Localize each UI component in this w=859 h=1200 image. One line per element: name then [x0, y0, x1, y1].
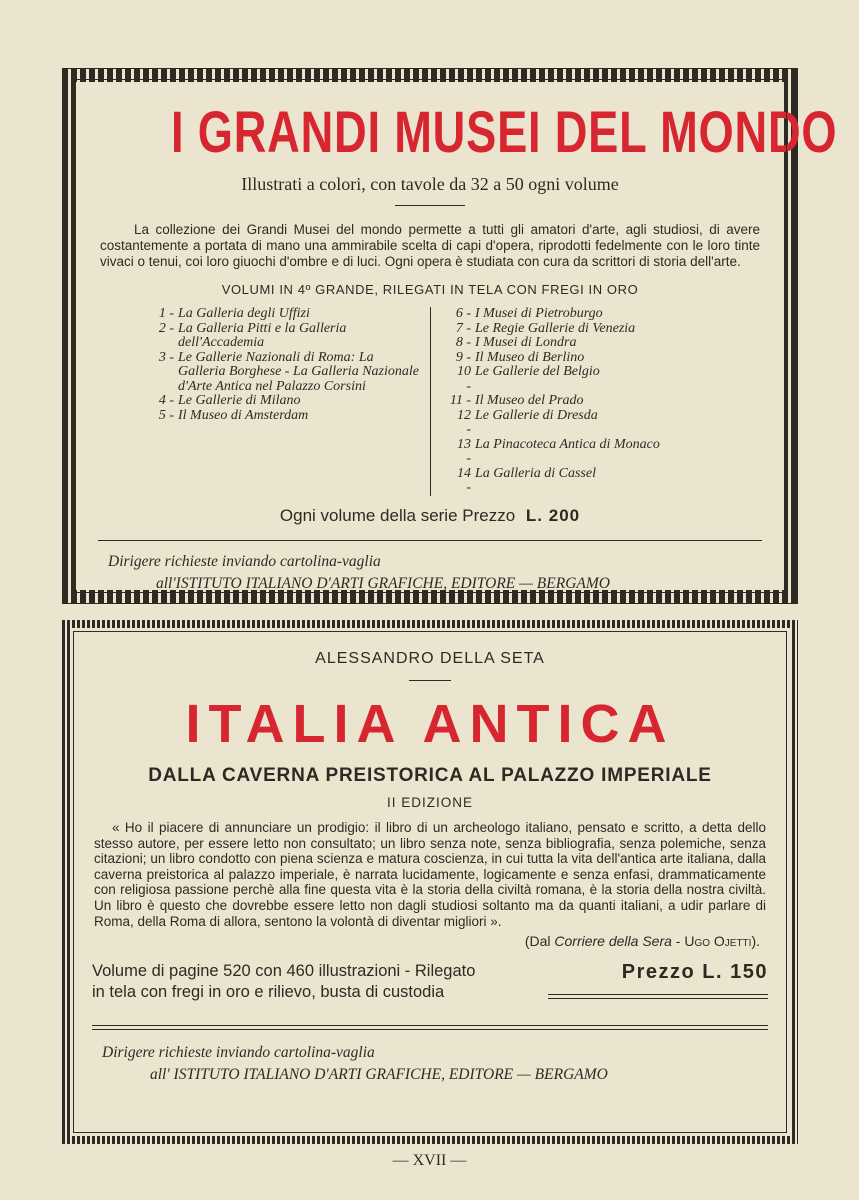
order-line: all'ISTITUTO ITALIANO D'ARTI GRAFICHE, EDITORE — BERGAMO	[156, 574, 610, 592]
volume-item	[449, 438, 660, 467]
volume-number: 7 -	[455, 320, 471, 336]
musei-order-info	[108, 551, 762, 595]
volumes-list	[152, 307, 762, 496]
volume-title: La Galleria degli Uffizi	[178, 306, 310, 321]
source-publication: Corriere della Sera	[554, 933, 672, 950]
volume-title: I Musei di Londra	[475, 335, 577, 350]
volume-item	[449, 365, 660, 394]
italia-antica-advertisement	[62, 620, 798, 1144]
book-order-info	[102, 1042, 768, 1086]
volume-item	[152, 409, 420, 424]
volume-title: La Galleria di Cassel	[475, 465, 596, 481]
divider	[409, 680, 451, 681]
divider	[92, 1029, 768, 1030]
volume-title: I Musei di Pietroburgo	[475, 306, 603, 321]
book-subtitle: DALLA CAVERNA PREISTORICA AL PALAZZO IMPERIALE	[148, 765, 712, 786]
book-details	[92, 961, 768, 1003]
volume-title: Le Gallerie del Belgio	[475, 364, 600, 379]
volume-number: 2 -	[158, 320, 174, 336]
volume-item	[152, 351, 420, 395]
volume-title: Le Regie Gallerie di Venezia	[475, 320, 636, 336]
musei-intro: La collezione dei Grandi Musei del mondo permette a tutti gli amatori d'arte, agli studiosi, di avere costantemente a portata di mano una ammirabile scelta di capi d'opera, riprodotti fedelmente con le loro tinte vivaci o tenui, coi loro giuochi d'ombre e di luci. Ogni opera è studiata con cura da scrittori di storia dell'arte.	[100, 222, 760, 269]
review-quote: « Ho il piacere di annunciare un prodigio: il libro di un archeologo italiano, pensato e scritto, a detta dello stesso autore, per essere letto non consultato; un libro senza note, senza bibliografia, senza polemiche, senza citazioni; un libro condotto con piena scienza e matura coscienza, in cui tutta la vita dell'antica arte italiana, dalla caverna preistorica al palazzo imperiale, è narrata lucidamente, logicamente e senza enfasi, drammaticamente con religiosa passione perchè alla fine questa vita è la storia della civiltà romana, è la storia della nostra civiltà. Un libro è questo che dovrebbe essere letto non dagli studiosi soltanto ma da quanti italiani, a udir parlare di Roma, della Roma di allora, sentono la volontà di diventar migliori ».	[94, 820, 766, 929]
source-prefix: (Dal	[524, 933, 551, 950]
volume-item	[449, 351, 660, 366]
book-description	[92, 961, 548, 1003]
volume-title: Il Museo del Prado	[475, 393, 584, 408]
volume-title: Le Gallerie di Milano	[178, 393, 301, 408]
musei-advertisement	[62, 68, 838, 604]
book-price-block	[548, 961, 768, 1003]
volume-item	[152, 322, 420, 351]
divider	[395, 205, 465, 206]
musei-subtitle: Illustrati a colori, con tavole da 32 a 50 ogni volume	[241, 174, 619, 194]
volumes-left-column	[152, 307, 431, 496]
volume-number: 4 -	[158, 393, 174, 408]
volume-item	[449, 409, 660, 438]
volume-item	[449, 394, 660, 409]
order-line: Dirigere richieste inviando cartolina-vaglia	[102, 1044, 375, 1062]
volume-number: 11 -	[449, 393, 471, 408]
description-line: Volume di pagine 520 con 460 illustrazioni - Rilegato	[92, 962, 476, 981]
musei-price-label: Ogni volume della serie Prezzo	[279, 505, 516, 525]
page-number: — XVII —	[392, 1152, 467, 1169]
book-price: Prezzo L. 150	[621, 961, 768, 984]
order-line: all' ISTITUTO ITALIANO D'ARTI GRAFICHE, EDITORE — BERGAMO	[150, 1066, 608, 1084]
volume-number: 13 -	[457, 436, 471, 466]
volume-title: Il Museo di Berlino	[475, 349, 585, 365]
musei-price	[98, 506, 762, 526]
volume-number: 14 -	[457, 465, 471, 495]
volumes-heading: VOLUMI IN 4º GRANDE, RILEGATI IN TELA CON FREGI IN ORO	[221, 282, 639, 297]
volume-number: 8 -	[455, 335, 471, 350]
musei-title: I GRANDI MUSEI DEL MONDO	[171, 100, 838, 165]
divider	[98, 540, 762, 541]
volume-number: 9 -	[455, 349, 471, 365]
book-author: ALESSANDRO DELLA SETA	[315, 650, 545, 667]
divider	[92, 1025, 768, 1026]
volume-number: 6 -	[455, 306, 471, 321]
musei-price-value: L. 200	[525, 505, 581, 525]
volume-title: Il Museo di Amsterdam	[178, 407, 309, 423]
double-rule	[548, 994, 768, 999]
volume-title: Le Gallerie di Dresda	[475, 407, 598, 423]
volume-title: La Pinacoteca Antica di Monaco	[475, 436, 660, 452]
volume-item	[152, 307, 420, 322]
volume-title: Le Gallerie Nazionali di Roma: La Galleria Borghese - La Galleria Nazionale d'Arte Antica nel Palazzo Corsini	[178, 349, 419, 394]
volume-item	[449, 467, 660, 496]
volume-item	[449, 336, 660, 351]
volume-number: 1 -	[158, 306, 174, 321]
review-source	[92, 933, 760, 949]
volume-item	[449, 322, 660, 337]
order-line: Dirigere richieste inviando cartolina-vaglia	[108, 552, 381, 570]
volumes-right-column	[431, 307, 660, 496]
volume-number: 10 -	[457, 364, 471, 394]
description-line: in tela con fregi in oro e rilievo, busta di custodia	[92, 983, 445, 1002]
volume-title: La Galleria Pitti e la Galleria dell'Accademia	[178, 320, 347, 350]
volume-item	[152, 394, 420, 409]
volume-number: 12 -	[457, 407, 471, 437]
book-title: ITALIA ANTICA	[185, 694, 675, 754]
book-edition: II EDIZIONE	[386, 795, 473, 810]
volume-item	[449, 307, 660, 322]
volume-number: 3 -	[158, 349, 174, 365]
source-author: - Ugo Ojetti).	[675, 933, 760, 950]
volume-number: 5 -	[158, 407, 174, 423]
